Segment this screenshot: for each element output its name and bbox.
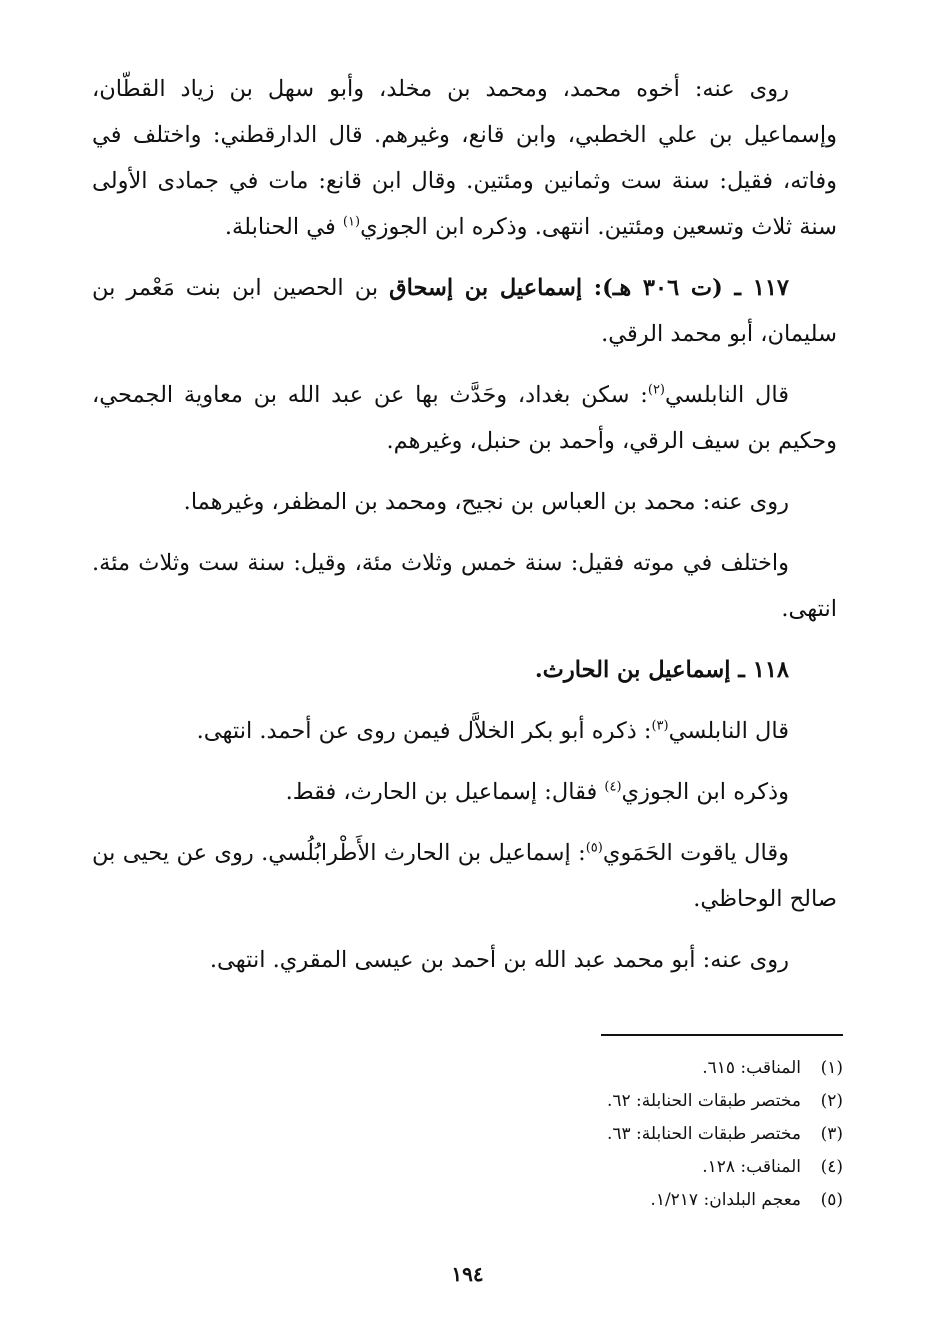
footnote-text: معجم البلدان: ١/٢١٧. <box>650 1190 801 1210</box>
paragraph-1 <box>92 66 837 250</box>
main-text <box>92 66 837 998</box>
text-segment: بن الحصين ابن بنت مَعْمر بن سليمان، أبو محمد الرقي. <box>92 275 837 347</box>
paragraph-7 <box>92 708 837 754</box>
text-segment: روى عنه: محمد بن العباس بن نجيح، ومحمد بن المظفر، وغيرهما. <box>183 489 789 515</box>
paragraph-3 <box>92 372 837 464</box>
entry-118 <box>92 647 837 693</box>
text-segment: : سكن بغداد، وحَدَّث بها عن عبد الله بن معاوية الجمحي، وحكيم بن سيف الرقي، وأحمد بن حنبل، وغيرهم. <box>92 382 837 454</box>
entry-117 <box>92 265 837 357</box>
footnote-text: مختصر طبقات الحنابلة: ٦٣. <box>606 1124 801 1144</box>
footnote-ref[interactable]: (٢) <box>647 382 665 398</box>
footnote-divider <box>601 1034 843 1036</box>
text-segment: : ذكره أبو بكر الخلاَّل فيمن روى عن أحمد. انتهى. <box>196 718 652 744</box>
paragraph-9 <box>92 830 837 922</box>
page-number: ١٩٤ <box>451 1262 484 1286</box>
paragraph-10 <box>92 937 837 983</box>
footnote-item <box>343 1085 843 1118</box>
paragraph-4 <box>92 479 837 525</box>
text-segment: قال النابلسي <box>665 382 789 408</box>
footnote-number: (٣) <box>820 1124 843 1144</box>
text-segment: فقال: إسماعيل بن الحارث، فقط. <box>285 779 605 805</box>
entry-heading: ١١٨ ـ إسماعيل بن الحارث. <box>534 657 789 683</box>
paragraph-8 <box>92 769 837 815</box>
footnote-item <box>343 1184 843 1217</box>
text-segment: روى عنه: أبو محمد عبد الله بن أحمد بن عيسى المقري. انتهى. <box>209 947 789 973</box>
footnote-ref[interactable]: (١) <box>342 214 361 230</box>
footnote-text: المناقب: ١٢٨. <box>702 1157 801 1177</box>
footnote-ref[interactable]: (٣) <box>651 718 669 734</box>
footnote-number: (٥) <box>820 1190 843 1210</box>
footnote-number: (٤) <box>820 1157 843 1177</box>
text-segment: : إسماعيل بن الحارث الأَطْرابُلُسي. روى عن يحيى بن صالح الوحاظي. <box>92 840 837 912</box>
footnote-number: (٢) <box>820 1091 843 1111</box>
footnote-ref[interactable]: (٥) <box>585 840 603 856</box>
text-segment: وقال ياقوت الحَمَوي <box>602 840 789 866</box>
footnote-text: المناقب: ٦١٥. <box>702 1058 801 1078</box>
footnote-ref[interactable]: (٤) <box>604 779 622 795</box>
footnote-item <box>343 1052 843 1085</box>
footnote-text: مختصر طبقات الحنابلة: ٦٢. <box>606 1091 801 1111</box>
text-segment: واختلف في موته فقيل: سنة خمس وثلاث مئة، وقيل: سنة ست وثلاث مئة. انتهى. <box>92 550 837 622</box>
footnote-item <box>343 1118 843 1151</box>
text-segment: وذكره ابن الجوزي <box>621 779 789 805</box>
text-segment: روى عنه: أخوه محمد، ومحمد بن مخلد، وأبو سهل بن زياد القطّان، وإسماعيل بن علي الخطبي، وابن قانع، وغيرهم. قال الدارقطني: واختلف في وفاته، فقيل: سنة ست وثمانين ومئتين. وقال ابن قانع: مات في جمادى الأولى سنة ثلاث وتسعين ومئتين. انتهى. وذكره ابن الجوزي <box>92 76 837 240</box>
footnotes-list <box>343 1052 843 1217</box>
footnote-number: (١) <box>820 1058 843 1078</box>
text-segment: قال النابلسي <box>668 718 789 744</box>
paragraph-5 <box>92 540 837 632</box>
entry-heading: ١١٧ ـ (ت ٣٠٦ هـ): إسماعيل بن إسحاق <box>389 275 789 301</box>
footnote-item <box>343 1151 843 1184</box>
text-segment: في الحنابلة. <box>224 214 343 240</box>
